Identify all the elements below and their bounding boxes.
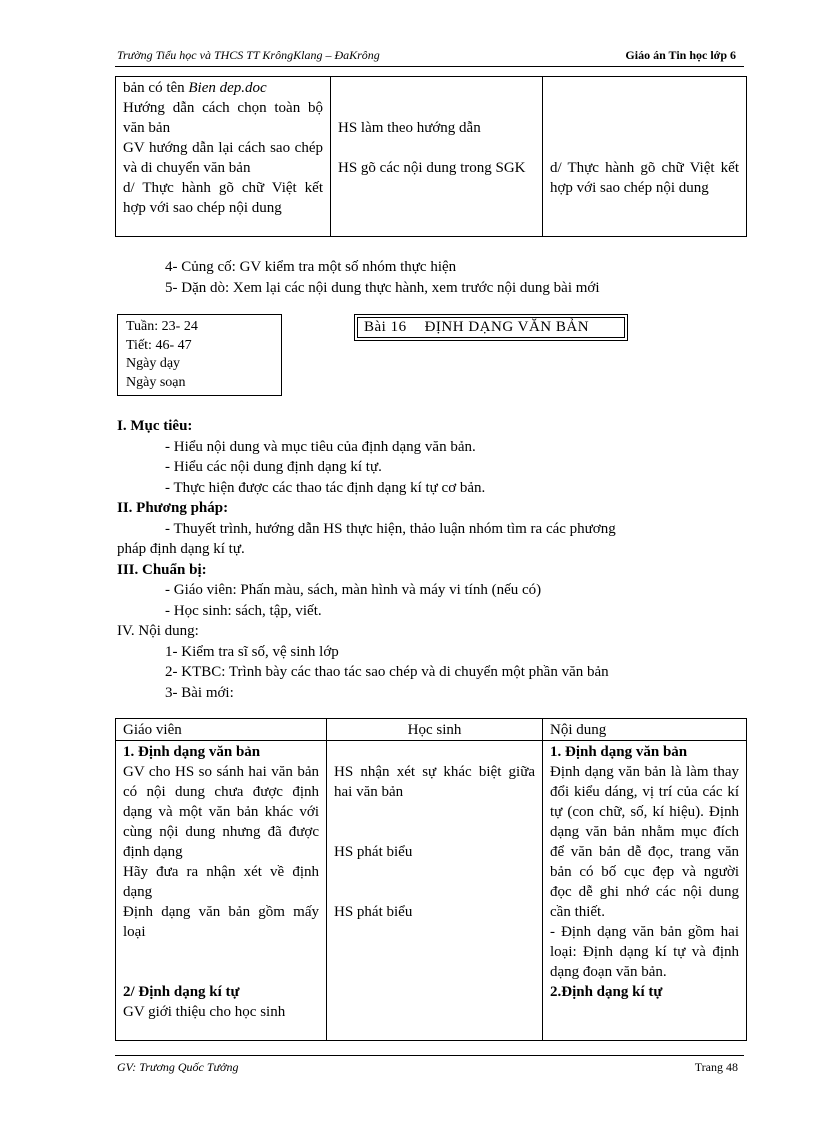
footer-rule: [115, 1055, 744, 1056]
heading-phuong-phap: II. Phương pháp:: [117, 500, 229, 516]
footer-teacher: GV: Trương Quốc Tưởng: [117, 1060, 239, 1074]
step-4: 4- Củng cố: GV kiểm tra một số nhóm thực hiện: [165, 259, 457, 275]
top-table-nd-cell: d/ Thực hành gõ chữ Việt kết hợp với sao chép nội dung: [543, 77, 747, 237]
heading-chuan-bi: III. Chuẩn bị:: [117, 561, 207, 578]
header-cell-hs: Học sinh: [327, 719, 543, 741]
footer-page-number: Trang 48: [694, 1060, 738, 1074]
header-subject: Giáo án Tin học lớp 6: [625, 48, 736, 62]
heading-noi-dung: IV. Nội dung:: [117, 623, 199, 639]
header-school: Trường Tiểu học và THCS TT KrôngKlang – ĐaKrông: [117, 48, 380, 62]
header-rule: [115, 66, 744, 67]
top-table: [115, 76, 747, 237]
info-box: Tuần: 23- 24 Tiết: 46- 47 Ngày dạy Ngày soạn: [117, 314, 282, 396]
lesson-number: Bài 16: [364, 319, 407, 335]
step-5: 5- Dặn dò: Xem lại các nội dung thực hành, xem trước nội dung bài mới: [165, 280, 600, 296]
gv-cell: 1. Định dạng văn bản GV cho HS so sánh hai văn bản có nội dung chưa được định dạng và một văn bản khác với cùng nội dung nhưng đã được định dạng Hãy đưa ra nhận xét về định dạng Định dạng văn bản gồm mấy loại 2/ Định dạng kí tự GV giới thiệu cho học sinh: [116, 741, 327, 1041]
header-cell-gv: Giáo viên: [116, 719, 327, 741]
heading-muc-tieu: I. Mục tiêu:: [117, 418, 193, 434]
filename: Bien dep.doc: [188, 80, 267, 96]
top-table-gv-cell: bản có tên Bien dep.doc Hướng dẫn cách chọn toàn bộ văn bản GV hướng dẫn lại cách sao chép và di chuyển văn bản d/ Thực hành gõ chữ Việt kết hợp với sao chép nội dung: [116, 77, 331, 237]
sections: I. Mục tiêu: - Hiểu nội dung và mục tiêu của định dạng văn bản. - Hiểu các nội dung định dạng kí tự. - Thực hiện được các thao tác định dạng kí tự cơ bản. II. Phương pháp: - Thuyết trình, hướng dẫn HS thực hiện, thảo luận nhóm tìm ra các phương pháp định dạng kí tự. III. Chuẩn bị: - Giáo viên: Phấn màu, sách, màn hình và máy vi tính (nếu có) - Học sinh: sách, tập, viết. IV. Nội dung: 1- Kiểm tra sĩ số, vệ sinh lớp 2- KTBC: Trình bày các thao tác sao chép và di chuyển một phần văn bản 3- Bài mới:: [117, 416, 747, 703]
lesson-table: [115, 718, 747, 1041]
top-table-hs-cell: HS làm theo hướng dẫn HS gõ các nội dung trong SGK: [331, 77, 543, 237]
lesson-title-box: [354, 314, 628, 341]
nd-cell: 1. Định dạng văn bản Định dạng văn bản là làm thay đổi kiểu dáng, vị trí của các kí tự (con chữ, số, kí hiệu). Định dạng văn bản nhằm mục đích để văn bản dễ đọc, trang văn bản có bố cục đẹp và người đọc dễ ghi nhớ các nội dung cần thiết. - Định dạng văn bản gồm hai loại: Định dạng kí tự và định dạng đoạn văn bản. 2.Định dạng kí tự: [543, 741, 747, 1041]
hs-cell: HS nhận xét sự khác biệt giữa hai văn bản HS phát biểu HS phát biểu: [327, 741, 543, 1041]
header-cell-nd: Nội dung: [543, 719, 747, 741]
lesson-title: ĐỊNH DẠNG VĂN BẢN: [424, 319, 590, 335]
